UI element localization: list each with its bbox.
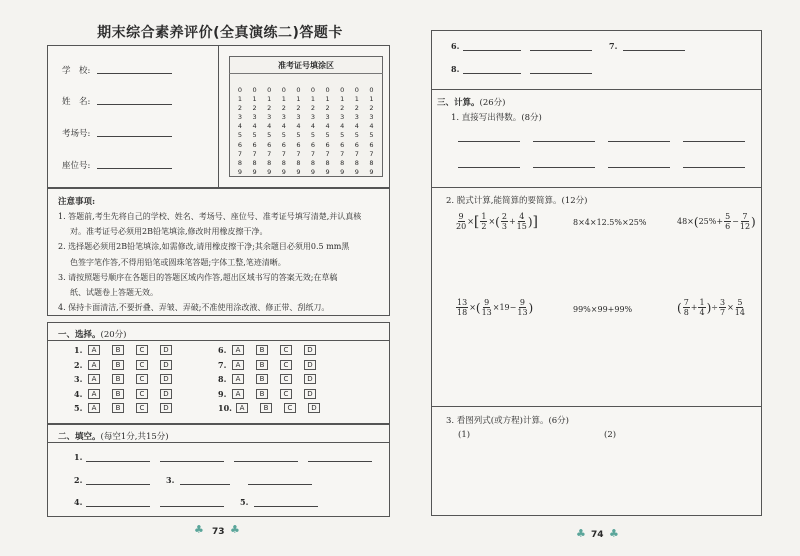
- choice-option-a[interactable]: A: [236, 403, 248, 413]
- id-grid-digit[interactable]: 0: [310, 86, 316, 94]
- choice-option-a[interactable]: A: [88, 374, 100, 384]
- id-grid-digit[interactable]: 3: [325, 113, 330, 122]
- choice-question: [218, 343, 328, 357]
- section1-header: [58, 328, 126, 340]
- id-grid-digit[interactable]: 0: [340, 86, 345, 94]
- notes-line: 纸、试题卷上答题无效。: [70, 288, 158, 297]
- id-grid-digit[interactable]: 0: [369, 86, 374, 94]
- choice-question: [218, 401, 332, 415]
- id-grid-digit[interactable]: 7: [325, 149, 330, 158]
- info-divider: [218, 45, 219, 188]
- id-grid-digit[interactable]: 1: [252, 95, 257, 104]
- expression-5: 99%×99+99%: [573, 305, 633, 314]
- e4-frac-2: $\frac{9}{13}$: [481, 298, 492, 317]
- section1-points: (20分): [100, 330, 127, 340]
- choice-option-c[interactable]: C: [136, 374, 148, 384]
- blank-4[interactable]: [86, 506, 150, 507]
- choice-question: [74, 358, 184, 372]
- id-grid-digit[interactable]: 8: [310, 158, 316, 167]
- blank-8b[interactable]: [530, 73, 592, 74]
- id-grid-digit[interactable]: 2: [369, 104, 374, 113]
- id-grid-digit[interactable]: 2: [267, 104, 272, 113]
- page-number-right: 74: [591, 530, 604, 540]
- id-grid-digit[interactable]: 5: [369, 131, 374, 140]
- e4-frac-1: $\frac{13}{18}$: [457, 298, 468, 317]
- id-grid-digit[interactable]: 8: [354, 158, 359, 167]
- choice-option-a[interactable]: A: [88, 389, 100, 399]
- id-grid-column[interactable]: [338, 86, 346, 177]
- choice-option-d[interactable]: D: [160, 389, 172, 399]
- choice-question: [218, 387, 328, 401]
- choice-option-b[interactable]: B: [256, 374, 268, 384]
- section3-header: [437, 96, 505, 108]
- e1-op: ×: [467, 217, 474, 226]
- palm-left-icon: ♣: [194, 523, 204, 536]
- blank-7-label: 7.: [609, 41, 618, 51]
- choice-option-b[interactable]: B: [260, 403, 272, 413]
- id-grid-digit[interactable]: 5: [296, 131, 301, 140]
- id-grid-digit[interactable]: 7: [340, 149, 345, 158]
- blank-1b[interactable]: [160, 461, 224, 462]
- id-grid-digit[interactable]: 8: [325, 158, 330, 167]
- id-grid-digit[interactable]: 3: [340, 113, 345, 122]
- id-grid-digit[interactable]: 1: [281, 95, 286, 104]
- id-grid-digit[interactable]: 3: [252, 113, 257, 122]
- blank-1-label: 1.: [74, 452, 83, 462]
- id-grid-digit[interactable]: 8: [252, 158, 257, 167]
- section2-title: 二、填空。: [58, 432, 101, 442]
- id-grid-digit[interactable]: 9: [252, 167, 257, 176]
- notes-line: 色签字笔作答,不得用铅笔或圆珠笔答题;字体工整,笔迹清晰。: [70, 257, 286, 267]
- e3-frac-2: $\frac{7}{12}$: [739, 212, 751, 231]
- id-grid-digit[interactable]: 5: [310, 131, 316, 140]
- id-grid-digit[interactable]: 2: [252, 104, 257, 113]
- exam-room-field[interactable]: [97, 136, 172, 137]
- blank-6b[interactable]: [530, 50, 592, 51]
- name-label: 姓 名:: [62, 97, 91, 107]
- school-field[interactable]: [97, 73, 172, 74]
- choice-option-b[interactable]: B: [112, 345, 124, 355]
- section2-divider: [47, 442, 390, 443]
- blank-3[interactable]: [180, 484, 230, 485]
- palm-right-icon-2: ♣: [609, 527, 619, 540]
- id-grid-digit[interactable]: 7: [354, 149, 359, 158]
- id-grid-digit[interactable]: 5: [237, 131, 243, 140]
- e1-frac-2: $\frac{1}{2}$: [481, 212, 487, 231]
- id-grid-digit[interactable]: 7: [267, 149, 272, 158]
- id-grid-digit[interactable]: 0: [237, 86, 243, 94]
- id-grid-digit[interactable]: 9: [340, 167, 345, 176]
- id-grid-column[interactable]: [280, 86, 288, 177]
- id-grid-digit[interactable]: 8: [340, 158, 345, 167]
- blank-3-label: 3.: [166, 475, 175, 485]
- e1-frac-4: $\frac{4}{15}$: [516, 212, 527, 231]
- choice-option-c[interactable]: C: [280, 374, 292, 384]
- notes-line: 对。准考证号必须用2B铅笔填涂,修改时用橡皮擦干净。: [70, 227, 268, 237]
- part1-header: [451, 111, 542, 123]
- id-grid-digit[interactable]: 0: [354, 86, 359, 94]
- choice-option-c[interactable]: C: [284, 403, 296, 413]
- id-grid-digit[interactable]: 6: [252, 140, 257, 149]
- id-grid-digit[interactable]: 7: [296, 149, 301, 158]
- choice-option-d[interactable]: D: [304, 374, 316, 384]
- id-grid-digit[interactable]: 3: [237, 113, 243, 122]
- palm-right-icon: ♣: [230, 523, 240, 536]
- id-grid-digit[interactable]: 1: [354, 95, 359, 104]
- palm-left-icon-2: ♣: [576, 527, 586, 540]
- blank-8[interactable]: [463, 73, 521, 74]
- choice-number: 9.: [218, 388, 227, 399]
- e1-frac-1: $\frac{9}{20}$: [456, 212, 467, 231]
- id-grid-digit[interactable]: 4: [354, 122, 359, 131]
- section3-title: 三、计算。: [437, 98, 480, 108]
- choice-option-d[interactable]: D: [160, 374, 172, 384]
- choice-question: [74, 387, 184, 401]
- seat-label: 座位号:: [62, 161, 91, 171]
- id-grid-digit[interactable]: 7: [281, 149, 286, 158]
- part1-label: 1. 直接写出得数。: [451, 113, 522, 123]
- calc-answer-line[interactable]: [608, 141, 670, 142]
- blank-1d[interactable]: [308, 461, 372, 462]
- id-grid-column[interactable]: [294, 86, 302, 177]
- id-grid-digit[interactable]: 3: [267, 113, 272, 122]
- choice-option-a[interactable]: A: [232, 374, 244, 384]
- part2-points: (12分): [561, 196, 588, 206]
- choice-option-c[interactable]: C: [136, 360, 148, 370]
- choice-option-d[interactable]: D: [304, 345, 316, 355]
- id-grid-digit[interactable]: 2: [354, 104, 359, 113]
- choice-number: 10.: [218, 403, 232, 414]
- choice-option-d[interactable]: D: [160, 403, 172, 413]
- notes-title: 注意事项:: [58, 197, 96, 207]
- expression-4: $\frac{13}{18}$ × ( $\frac{9}{13}$ ×19− $\frac{9}{13}$ ): [457, 298, 534, 317]
- id-grid-digit[interactable]: 1: [369, 95, 374, 104]
- blank-7[interactable]: [623, 50, 685, 51]
- id-grid-digit[interactable]: 7: [237, 149, 243, 158]
- blank-4-label: 4.: [74, 497, 83, 507]
- id-grid-digit[interactable]: 8: [267, 158, 272, 167]
- part2-label: 2. 脱式计算,能简算的要简算。: [446, 196, 562, 206]
- id-grid-title-rule: [229, 73, 383, 74]
- calc-answer-line[interactable]: [533, 141, 595, 142]
- id-grid-digit[interactable]: 5: [267, 131, 272, 140]
- blank-2-label: 2.: [74, 475, 83, 485]
- right-divider-2: [431, 187, 762, 188]
- id-grid-digit[interactable]: 6: [354, 140, 359, 149]
- choice-option-d[interactable]: D: [160, 345, 172, 355]
- choice-number: 7.: [218, 359, 227, 370]
- choice-option-b[interactable]: B: [112, 360, 124, 370]
- id-grid-digit[interactable]: 3: [354, 113, 359, 122]
- id-grid-digit[interactable]: 1: [237, 95, 243, 104]
- part3-header: [446, 414, 569, 426]
- expression-3: 48× ( 25%+ $\frac{5}{6}$ − $\frac{7}{12}$ ): [677, 212, 756, 231]
- id-grid-digit[interactable]: 4: [310, 122, 316, 131]
- id-grid-column[interactable]: [309, 86, 317, 177]
- section2-points: (每空1分,共15分): [100, 432, 169, 442]
- choice-option-d[interactable]: D: [304, 360, 316, 370]
- id-grid-digit[interactable]: 9: [281, 167, 286, 176]
- choice-number: 3.: [74, 374, 83, 385]
- section1-divider: [47, 340, 390, 341]
- id-grid-digit[interactable]: 5: [325, 131, 330, 140]
- choice-option-b[interactable]: B: [256, 389, 268, 399]
- id-grid-digit[interactable]: 7: [369, 149, 374, 158]
- id-grid-digit[interactable]: 6: [237, 140, 243, 149]
- id-grid-column[interactable]: [265, 86, 273, 177]
- id-grid-digit[interactable]: 7: [310, 149, 316, 158]
- section3-points: (26分): [479, 98, 506, 108]
- blank-5[interactable]: [254, 506, 318, 507]
- id-grid-digit[interactable]: 2: [281, 104, 286, 113]
- choice-number: 4.: [74, 388, 83, 399]
- calc-answer-line[interactable]: [533, 167, 595, 168]
- choice-number: 5.: [74, 403, 83, 414]
- id-grid-digit[interactable]: 0: [296, 86, 301, 94]
- id-grid-digit[interactable]: 6: [369, 140, 374, 149]
- id-grid-digit[interactable]: 8: [296, 158, 301, 167]
- id-grid-digit[interactable]: 2: [340, 104, 345, 113]
- id-grid-column[interactable]: [236, 86, 244, 177]
- notes-line: 1. 答题前,考生先将自己的学校、姓名、考场号、座位号、准考证号填写清楚,并认真核: [58, 212, 362, 221]
- choice-question: [74, 343, 184, 357]
- calc-answer-line[interactable]: [683, 141, 745, 142]
- right-divider-1: [431, 89, 762, 90]
- id-grid-digit[interactable]: 3: [281, 113, 286, 122]
- choice-option-c[interactable]: C: [136, 345, 148, 355]
- choice-number: 8.: [218, 374, 227, 385]
- blank-2[interactable]: [86, 484, 150, 485]
- id-grid-digit[interactable]: 6: [296, 140, 301, 149]
- id-grid-digit[interactable]: 9: [310, 167, 316, 176]
- id-grid-digit[interactable]: 8: [369, 158, 374, 167]
- id-grid-digit[interactable]: 4: [369, 122, 374, 131]
- id-grid-digit[interactable]: 6: [340, 140, 345, 149]
- id-grid-digit[interactable]: 2: [310, 104, 316, 113]
- id-grid-digit[interactable]: 8: [281, 158, 286, 167]
- id-grid-column[interactable]: [353, 86, 361, 177]
- choice-option-a[interactable]: A: [88, 345, 100, 355]
- id-grid-digit[interactable]: 3: [296, 113, 301, 122]
- id-grid-digit[interactable]: 9: [237, 167, 243, 176]
- seat-field[interactable]: [97, 168, 172, 169]
- calc-answer-line[interactable]: [458, 141, 520, 142]
- choice-option-c[interactable]: C: [280, 345, 292, 355]
- id-grid-digit[interactable]: 4: [325, 122, 330, 131]
- e6-frac-1: $\frac{7}{8}$: [683, 298, 689, 317]
- name-field[interactable]: [97, 104, 172, 105]
- blank-1[interactable]: [86, 461, 150, 462]
- id-grid-digit[interactable]: 3: [369, 113, 374, 122]
- choice-question: [74, 401, 184, 415]
- id-grid-digit[interactable]: 6: [281, 140, 286, 149]
- id-grid-digit[interactable]: 9: [267, 167, 272, 176]
- e1-frac-3: $\frac{2}{3}$: [501, 212, 507, 231]
- blank-3b[interactable]: [248, 484, 312, 485]
- choice-question: [74, 372, 184, 386]
- choice-number: 1.: [74, 345, 83, 355]
- choice-option-d[interactable]: D: [308, 403, 320, 413]
- choice-option-a[interactable]: A: [232, 389, 244, 399]
- part3-sub1: (1): [458, 430, 471, 440]
- id-grid-digit[interactable]: 2: [237, 104, 243, 113]
- id-grid-digit[interactable]: 6: [267, 140, 272, 149]
- id-grid-digit[interactable]: 1: [310, 95, 316, 104]
- blank-1c[interactable]: [234, 461, 298, 462]
- id-grid-digit[interactable]: 2: [325, 104, 330, 113]
- expression-1: $\frac{9}{20}$ × [ $\frac{1}{2}$ × ( $\frac{2}{3}$ + $\frac{4}{15}$ ) ]: [456, 212, 538, 231]
- choice-option-c[interactable]: C: [280, 360, 292, 370]
- choice-option-b[interactable]: B: [112, 389, 124, 399]
- section2-header: [58, 430, 169, 442]
- blank-6[interactable]: [463, 50, 521, 51]
- id-grid-digit[interactable]: 4: [252, 122, 257, 131]
- blank-4b[interactable]: [160, 506, 224, 507]
- id-grid-digit[interactable]: 9: [296, 167, 301, 176]
- choice-option-b[interactable]: B: [256, 345, 268, 355]
- id-grid-digit[interactable]: 2: [296, 104, 301, 113]
- part3-sub2: (2): [604, 430, 617, 440]
- page-title: 期末综合素养评价(全真演练二)答题卡: [97, 25, 343, 41]
- id-grid-digit[interactable]: 6: [325, 140, 330, 149]
- id-grid-digit[interactable]: 0: [325, 86, 330, 94]
- id-grid-title: 准考证号填涂区: [278, 61, 334, 70]
- e6-frac-4: $\frac{5}{14}$: [734, 298, 745, 317]
- choice-question: [218, 358, 328, 372]
- choice-option-a[interactable]: A: [88, 360, 100, 370]
- choice-option-a[interactable]: A: [232, 360, 244, 370]
- notes-line: 3. 请按照题号顺序在各题目的答题区域内作答,超出区域书写的答案无效;在草稿: [58, 272, 338, 282]
- id-grid-digit[interactable]: 4: [237, 122, 243, 131]
- id-grid-digit[interactable]: 4: [281, 122, 286, 131]
- calc-answer-line[interactable]: [458, 167, 520, 168]
- id-grid-digit[interactable]: 9: [354, 167, 359, 176]
- id-grid-digit[interactable]: 5: [252, 131, 257, 140]
- choice-question: [218, 372, 328, 386]
- right-divider-3: [431, 406, 762, 407]
- id-grid-digit[interactable]: 5: [340, 131, 345, 140]
- id-grid-digit[interactable]: 5: [354, 131, 359, 140]
- part3-label: 3. 看图列式(或方程)计算。: [446, 416, 549, 426]
- choice-option-a[interactable]: A: [232, 345, 244, 355]
- expression-6: ( $\frac{7}{8}$ + $\frac{1}{4}$ ) ÷ $\frac{3}{7}$ × $\frac{5}{14}$: [677, 298, 745, 317]
- choice-option-b[interactable]: B: [112, 403, 124, 413]
- e6-frac-3: $\frac{3}{7}$: [719, 298, 726, 317]
- id-grid-digit[interactable]: 1: [296, 95, 301, 104]
- blank-8-label: 8.: [451, 64, 460, 74]
- id-grid-digit[interactable]: 4: [267, 122, 272, 131]
- calc-answer-line[interactable]: [683, 167, 745, 168]
- id-grid-digit[interactable]: 8: [237, 158, 243, 167]
- id-grid-column[interactable]: [324, 86, 332, 177]
- id-grid-digit[interactable]: 9: [325, 167, 330, 176]
- id-grid-digit[interactable]: 4: [340, 122, 345, 131]
- choice-option-b[interactable]: B: [112, 374, 124, 384]
- choice-option-c[interactable]: C: [280, 389, 292, 399]
- exam-room-label: 考场号:: [62, 129, 91, 139]
- id-grid-digit[interactable]: 1: [267, 95, 272, 104]
- expression-2: 8×4×12.5%×25%: [573, 218, 647, 227]
- section1-title: 一、选择。: [58, 330, 101, 340]
- blank-5-label: 5.: [240, 497, 249, 507]
- blank-6-label: 6.: [451, 41, 460, 51]
- notes-line: 4. 保持卡面清洁,不要折叠、弄皱、弄破;不准使用涂改液、修正带、刮纸刀。: [58, 303, 330, 313]
- choice-number: 6.: [218, 345, 227, 355]
- choice-number: 2.: [74, 359, 83, 370]
- e4-frac-3: $\frac{9}{13}$: [517, 298, 528, 317]
- id-grid-column[interactable]: [367, 86, 375, 177]
- calc-answer-line[interactable]: [608, 167, 670, 168]
- school-label: 学 校:: [62, 66, 91, 76]
- choice-option-d[interactable]: D: [160, 360, 172, 370]
- id-grid-digit[interactable]: 5: [281, 131, 286, 140]
- notes-line: 2. 选择题必须用2B铅笔填涂,如需修改,请用橡皮擦干净;其余题目必须用0.5 mm黑: [58, 242, 350, 252]
- choice-option-c[interactable]: C: [136, 389, 148, 399]
- id-grid-digit[interactable]: 4: [296, 122, 301, 131]
- page-number-left: 73: [212, 527, 225, 537]
- choice-option-c[interactable]: C: [136, 403, 148, 413]
- choice-option-d[interactable]: D: [304, 389, 316, 399]
- id-grid-digit[interactable]: 9: [369, 167, 374, 176]
- id-grid-column[interactable]: [251, 86, 259, 177]
- id-grid-digit[interactable]: 0: [267, 86, 272, 94]
- id-grid-digit[interactable]: 0: [281, 86, 286, 94]
- e6-frac-2: $\frac{1}{4}$: [699, 298, 705, 317]
- choice-option-a[interactable]: A: [88, 403, 100, 413]
- id-grid-digit[interactable]: 6: [310, 140, 316, 149]
- e3-frac-1: $\frac{5}{6}$: [725, 212, 731, 231]
- id-grid-digit[interactable]: 0: [252, 86, 257, 94]
- id-grid-digit[interactable]: 7: [252, 149, 257, 158]
- part1-points: (8分): [521, 113, 542, 123]
- choice-option-b[interactable]: B: [256, 360, 268, 370]
- part3-points: (6分): [548, 416, 569, 426]
- part2-header: [446, 194, 587, 206]
- id-grid-digit[interactable]: 3: [310, 113, 316, 122]
- id-grid-digit[interactable]: 1: [340, 95, 345, 104]
- id-grid-digit[interactable]: 1: [325, 95, 330, 104]
